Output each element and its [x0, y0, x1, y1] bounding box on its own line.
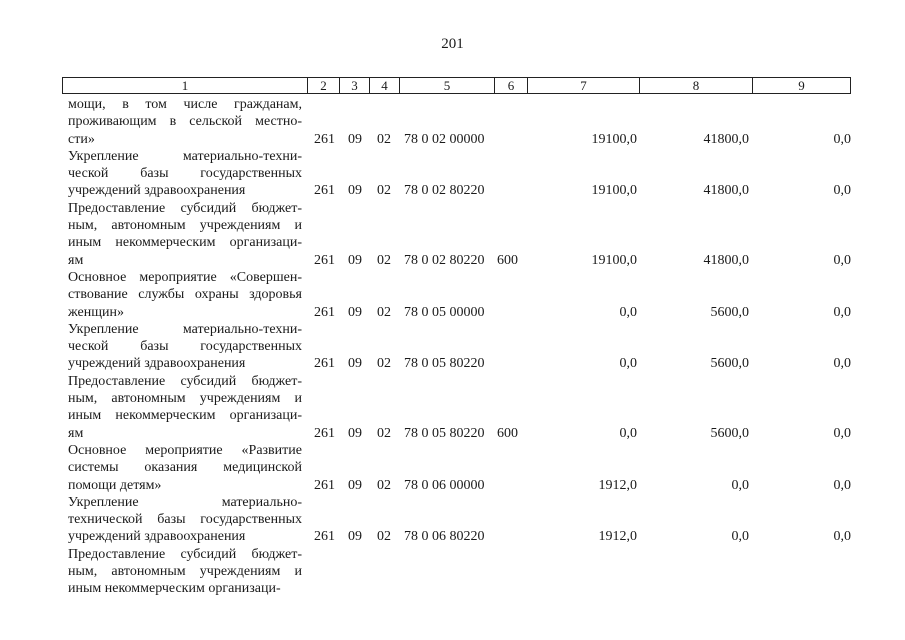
code-admin: 261: [314, 356, 335, 372]
description-line: ческой базы государственных: [68, 339, 302, 355]
header-col-1: 1: [63, 78, 308, 93]
row-description: [68, 200, 302, 269]
code-target-article: 78 0 05 00000: [404, 304, 485, 320]
amount-year-3: 0,0: [833, 529, 851, 545]
description-line: Укрепление материально-техни-: [68, 321, 302, 337]
header-col-9: 9: [798, 78, 805, 93]
description-line: помощи детям»: [68, 477, 162, 493]
table-header: [62, 77, 851, 94]
amount-year-2: 5600,0: [710, 304, 749, 320]
code-expense-type: 600: [497, 252, 518, 268]
code-target-article: 78 0 05 80220: [404, 356, 485, 372]
header-col-6: 6: [495, 78, 528, 93]
code-admin: 261: [314, 183, 335, 199]
code-target-article: 78 0 02 00000: [404, 131, 485, 147]
code-target-article: 78 0 02 80220: [404, 252, 485, 268]
row-description: [68, 96, 302, 148]
table-row: [0, 494, 905, 546]
description-line: Основное мероприятие «Совершен-: [68, 270, 302, 285]
amount-year-1: 0,0: [619, 425, 637, 441]
description-line: Основное мероприятие «Развитие: [68, 443, 302, 458]
amount-year-3: 0,0: [833, 356, 851, 372]
code-admin: 261: [314, 477, 335, 493]
code-admin: 261: [314, 304, 335, 320]
row-description: [68, 442, 302, 494]
amount-year-1: 19100,0: [591, 252, 637, 268]
amount-year-1: 0,0: [619, 304, 637, 320]
description-line: учреждений здравоохранения: [68, 356, 246, 372]
code-subsection: 02: [377, 252, 391, 268]
amount-year-1: 1912,0: [598, 477, 637, 493]
header-col-2: 2: [308, 78, 340, 93]
amount-year-2: 41800,0: [703, 131, 749, 147]
table-row: [0, 321, 905, 373]
code-admin: 261: [314, 252, 335, 268]
code-subsection: 02: [377, 131, 391, 147]
code-target-article: 78 0 06 80220: [404, 529, 485, 545]
header-col-5: 5: [400, 78, 495, 93]
description-line: мощи, в том числе гражданам,: [68, 97, 302, 112]
row-description: [68, 148, 302, 200]
header-col-8: 8: [640, 78, 753, 93]
amount-year-1: 19100,0: [591, 131, 637, 147]
description-line: ям: [68, 425, 84, 441]
description-line: ным, автономным учреждениям и: [68, 564, 302, 580]
header-col-7: 7: [528, 78, 640, 93]
amount-year-2: 41800,0: [703, 252, 749, 268]
code-target-article: 78 0 05 80220: [404, 425, 485, 441]
table-row: [0, 148, 905, 200]
code-subsection: 02: [377, 425, 391, 441]
amount-year-1: 0,0: [619, 356, 637, 372]
code-section: 09: [348, 252, 362, 268]
row-description: [68, 373, 302, 442]
amount-year-3: 0,0: [833, 477, 851, 493]
code-section: 09: [348, 304, 362, 320]
description-line: Предоставление субсидий бюджет-: [68, 373, 302, 389]
description-line: учреждений здравоохранения: [68, 529, 246, 545]
row-description: [68, 269, 302, 321]
code-subsection: 02: [377, 477, 391, 493]
amount-year-1: 19100,0: [591, 183, 637, 199]
amount-year-2: 5600,0: [710, 425, 749, 441]
amount-year-3: 0,0: [833, 131, 851, 147]
code-admin: 261: [314, 425, 335, 441]
code-section: 09: [348, 477, 362, 493]
code-section: 09: [348, 356, 362, 372]
description-line: иным некоммерческим организаци-: [68, 581, 281, 597]
amount-year-2: 5600,0: [710, 356, 749, 372]
code-section: 09: [348, 183, 362, 199]
code-admin: 261: [314, 131, 335, 147]
description-line: Предоставление субсидий бюджет-: [68, 200, 302, 216]
code-admin: 261: [314, 529, 335, 545]
code-subsection: 02: [377, 529, 391, 545]
row-description: [68, 494, 302, 546]
amount-year-3: 0,0: [833, 304, 851, 320]
table-row: [0, 546, 905, 598]
description-line: учреждений здравоохранения: [68, 183, 246, 199]
description-line: ствование службы охраны здоровья: [68, 287, 302, 303]
amount-year-3: 0,0: [833, 252, 851, 268]
amount-year-3: 0,0: [833, 425, 851, 441]
description-line: Предоставление субсидий бюджет-: [68, 546, 302, 562]
table-row: [0, 200, 905, 269]
description-line: проживающим в сельской местно-: [68, 114, 302, 130]
header-col-4: 4: [370, 78, 400, 93]
description-line: Укрепление материально-техни-: [68, 148, 302, 164]
code-subsection: 02: [377, 356, 391, 372]
description-line: Укрепление материально-: [68, 494, 302, 510]
code-target-article: 78 0 06 00000: [404, 477, 485, 493]
description-line: ческой базы государственных: [68, 166, 302, 182]
code-target-article: 78 0 02 80220: [404, 183, 485, 199]
description-line: иным некоммерческим организаци-: [68, 235, 302, 251]
code-subsection: 02: [377, 304, 391, 320]
amount-year-2: 41800,0: [703, 183, 749, 199]
amount-year-2: 0,0: [731, 529, 749, 545]
amount-year-1: 1912,0: [598, 529, 637, 545]
description-line: ным, автономным учреждениям и: [68, 218, 302, 234]
description-line: ям: [68, 252, 84, 268]
description-line: женщин»: [68, 304, 124, 320]
table-row: [0, 269, 905, 321]
description-line: сти»: [68, 131, 95, 147]
description-line: ным, автономным учреждениям и: [68, 391, 302, 407]
table-row: [0, 373, 905, 442]
code-expense-type: 600: [497, 425, 518, 441]
header-col-3: 3: [340, 78, 370, 93]
amount-year-2: 0,0: [731, 477, 749, 493]
code-section: 09: [348, 425, 362, 441]
description-line: иным некоммерческим организаци-: [68, 408, 302, 424]
description-line: системы оказания медицинской: [68, 460, 302, 476]
row-description: [68, 321, 302, 373]
amount-year-3: 0,0: [833, 183, 851, 199]
code-section: 09: [348, 529, 362, 545]
row-description: [68, 546, 302, 598]
table-row: [0, 442, 905, 494]
description-line: технической базы государственных: [68, 512, 302, 528]
code-section: 09: [348, 131, 362, 147]
page-number: 201: [441, 36, 464, 52]
table-row: [0, 96, 905, 148]
code-subsection: 02: [377, 183, 391, 199]
